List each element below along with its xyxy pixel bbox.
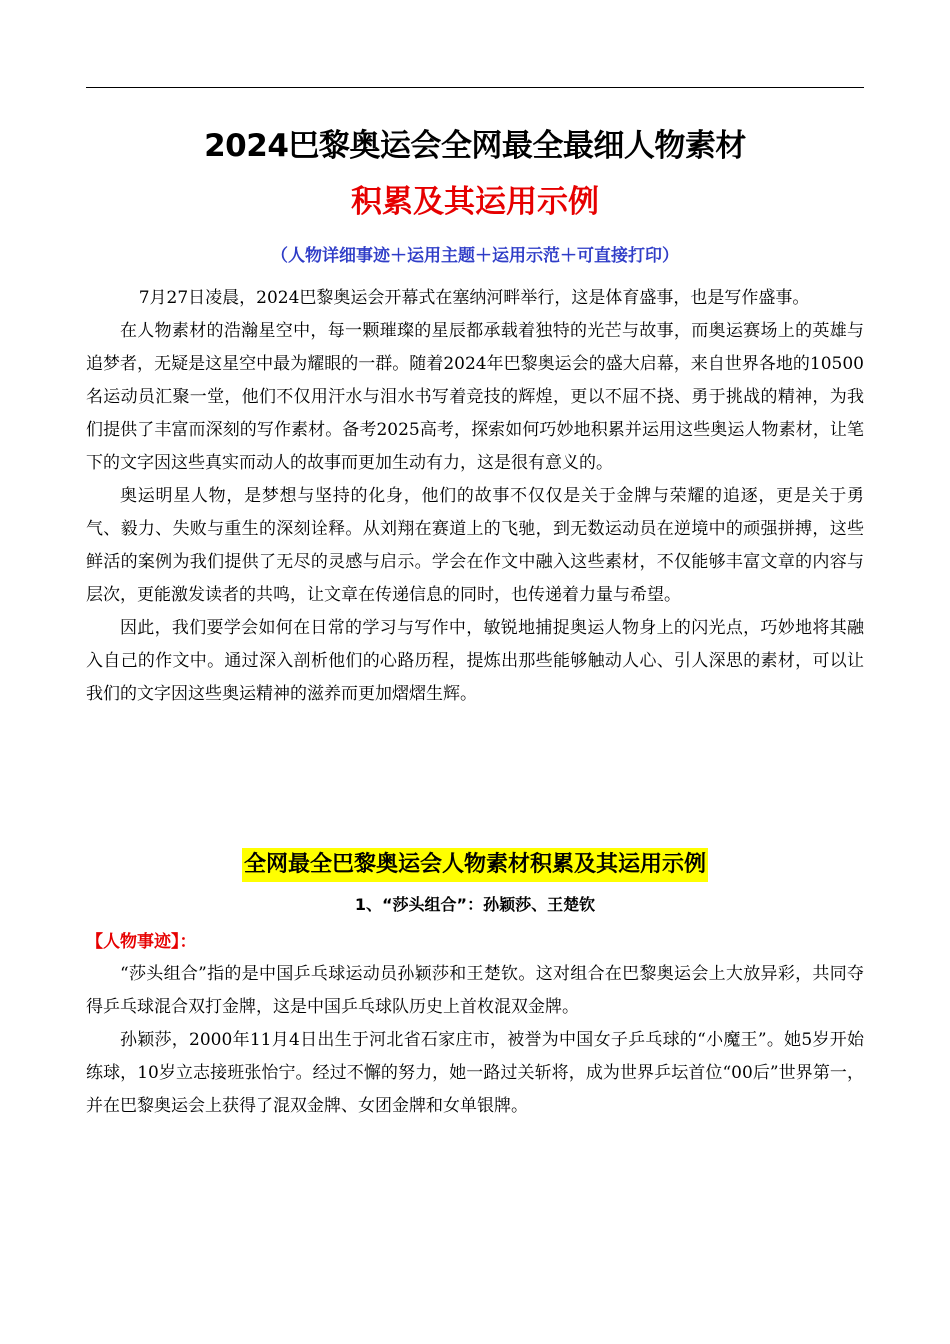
document-title: 2024巴黎奥运会全网最全最细人物素材 bbox=[204, 128, 746, 164]
intro-paragraph: 奥运明星人物，是梦想与坚持的化身，他们的故事不仅仅是关于金牌与荣耀的追逐，更是关于勇气、毅力、失败与重生的深刻诠释。从刘翔在赛道上的飞驰，到无数运动员在逆境中的顽强拼搏，这些鲜活的案例为我们提供了无尽的灵感与启示。学会在作文中融入这些素材，不仅能够丰富文章的内容与层次，更能激发读者的共鸣，让文章在传递信息的同时，也传递着力量与希望。 bbox=[86, 486, 864, 605]
intro-paragraph: 在人物素材的浩瀚星空中，每一颗璀璨的星辰都承载着独特的光芒与故事，而奥运赛场上的英雄与追梦者，无疑是这星空中最为耀眼的一群。随着2024年巴黎奥运会的盛大启幕，来自世界各地的10500名运动员汇聚一堂，他们不仅用汗水与泪水书写着竞技的辉煌，更以不屈不挠、勇于挑战的精神，为我们提供了丰富而深刻的写作素材。备考2025高考，探索如何巧妙地积累并运用这些奥运人物素材，让笔下的文字因这些真实而动人的故事而更加生动有力，这是很有意义的。 bbox=[86, 321, 864, 473]
item-heading: 1、“莎头组合”：孙颖莎、王楚钦 bbox=[354, 895, 596, 914]
intro-paragraph: 7月27日凌晨，2024巴黎奥运会开幕式在塞纳河畔举行，这是体育盛事，也是写作盛事。 bbox=[138, 288, 810, 308]
document-title-note: （人物详细事迹＋运用主题＋运用示范＋可直接打印） bbox=[271, 246, 679, 266]
header-rule bbox=[86, 87, 864, 88]
story-section bbox=[86, 958, 864, 1123]
section-heading-container bbox=[86, 848, 864, 882]
story-paragraph: “莎头组合”指的是中国乒乓球运动员孙颖莎和王楚钦。这对组合在巴黎奥运会上大放异彩，共同夺得乒乓球混合双打金牌，这是中国乒乓球队历史上首枚混双金牌。 bbox=[86, 964, 864, 1017]
document-subtitle: 积累及其运用示例 bbox=[351, 184, 599, 220]
intro-section bbox=[86, 282, 864, 711]
intro-paragraph: 因此，我们要学会如何在日常的学习与写作中，敏锐地捕捉奥运人物身上的闪光点，巧妙地将其融入自己的作文中。通过深入剖析他们的心路历程，提炼出那些能够触动人心、引人深思的素材，可以让我们的文字因这些奥运精神的滋养而更加熠熠生辉。 bbox=[86, 618, 864, 704]
section-heading: 全网最全巴黎奥运会人物素材积累及其运用示例 bbox=[242, 848, 708, 882]
story-paragraph: 孙颖莎，2000年11月4日出生于河北省石家庄市，被誉为中国女子乒乓球的“小魔王”。她5岁开始练球，10岁立志接班张怡宁。经过不懈的努力，她一路过关斩将，成为世界乒坛首位“00后”世界第一，并在巴黎奥运会上获得了混双金牌、女团金牌和女单银牌。 bbox=[86, 1030, 864, 1116]
story-label: 【人物事迹】： bbox=[86, 932, 197, 952]
